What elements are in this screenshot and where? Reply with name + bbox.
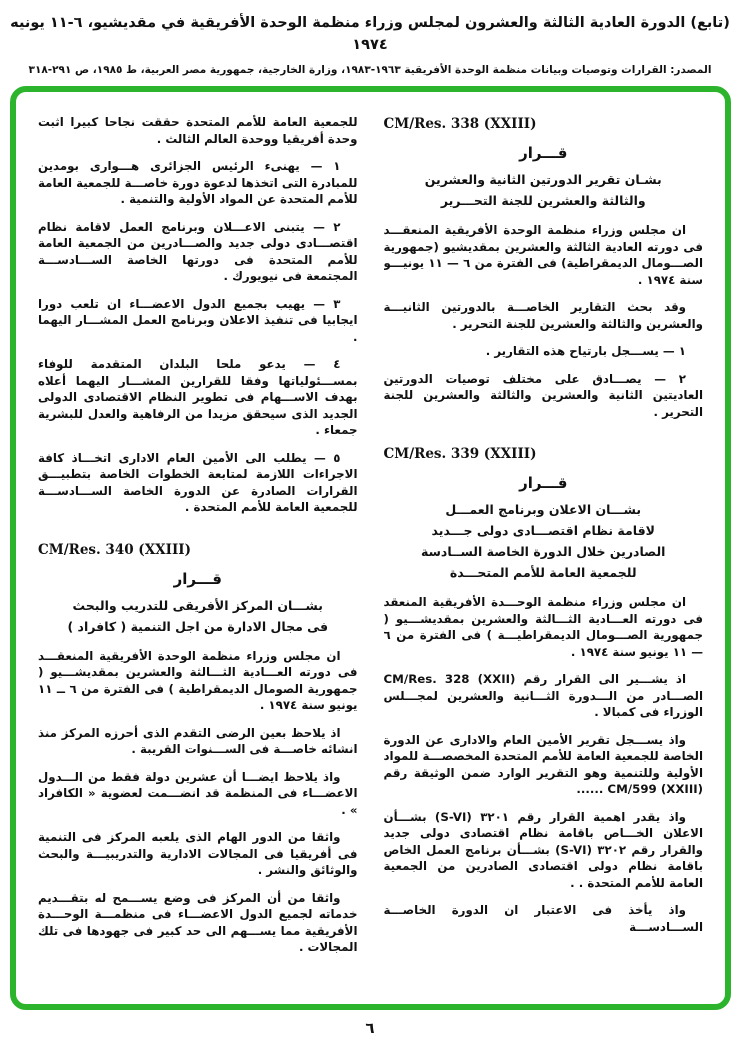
- paragraph: اذ يشـــير الى القرار رقم CM/Res. 328 (XXII) الصـــادر من الـــدورة الثـــانية والعشرين لمجـــلس الوزراء فى كمبالا .: [383, 672, 703, 719]
- subtitle-line: فى مجال الادارة من اجل التنمية ( كافراد ): [67, 618, 329, 634]
- header-source-line: المصدر: القرارات وتوصيات وبيانات منظمة الوحدة الأفريقية ١٩٦٣-١٩٨٣، وزارة الخارجية، جمهورية مصر العربية، ط ١٩٨٥، ص ٢٩١-٣١٨: [28, 64, 712, 76]
- paragraph: ان مجلس وزراء منظمة الوحدة الأفريقية المنعقـــد فى دورته العادية الثالثة والعشرين بمقديشيو (جمهورية الصـــومال الديمقراطية) فى الفترة من ٦ — ١١ يونيـــو سنة ١٩٧٤ .: [383, 223, 703, 287]
- subtitle-line: الصادرين خلال الدورة الخاصة الســادسة: [421, 544, 666, 559]
- resolution-338-title: قـــرار: [519, 144, 568, 162]
- resolution-ref-340: CM/Res. 340 (XXIII): [38, 541, 191, 558]
- paragraph: واثقا من الدور الهام الذى يلعبه المركز فى التنمية فى أفريقيا فى المجالات الادارية والتدريبيـــة والبحث والوثائق والنشر .: [38, 830, 358, 877]
- paragraph: ان مجلس وزراء منظمة الوحدة الأفريقية المنعقـــد فى دورته العـــادية الثـــالثة والعشرين بمقديشـــيو ( جمهورية الصومال الديمقراطية ) فى الفترة من ٦ ــ ١١ يونيو سنة ١٩٧٤ .: [38, 648, 358, 712]
- numbered-clause: ٣ — يهيب بجميع الدول الاعضـــاء ان تلعب دورا ايجابيا فى تنفيذ الاعلان وبرنامج العمل المشـــار اليهما .: [38, 296, 358, 344]
- subtitle-line: بشـــان المركز الأفريقى للتدريب والبحث: [72, 597, 323, 613]
- paragraph: واذ يقدر اهمية القرار رقم ٣٢٠١ (S-VI) بشـــأن الاعلان الخـــاص باقامة نظام اقتصادى دولى جديد والقرار رقم ٣٢٠٢ (S-VI) بشـــأن برنامج العمل الخاص باقامة نظام دولى اقتصادى الصادرين من الجمعية العامة للأمم المتحدة . .: [383, 809, 703, 890]
- subtitle-line: بشـــان الاعلان وبرنامج العمـــل: [445, 502, 642, 517]
- paragraph: اذ يلاحظ بعين الرضى التقدم الذى أحرزه المركز منذ انشائه خاصـــة فى الســـنوات القريبة .: [38, 725, 358, 756]
- numbered-clause: ٥ — يطلب الى الأمين العام الادارى اتخـــاذ كافة الاجراءات اللازمة لمتابعة الخطوات الخاصة بتطبيـــق القرارات الصادرة عن الدورة الخاصة الســـادســـة للجمعية العامة للأمم المتحدة .: [38, 450, 358, 514]
- green-frame: [10, 86, 731, 1010]
- numbered-clause: ١ — يســـجل بارتياح هذه التقارير .: [485, 344, 686, 358]
- subtitle-line: والثالثة والعشرين للجنة التحـــرير: [440, 193, 646, 208]
- two-column-layout: [16, 92, 725, 1004]
- column-left: [38, 114, 358, 990]
- column-right: [384, 114, 704, 990]
- numbered-clause: ٢ — يصـــادق على مختلف توصيات الدورتين العاديتين الثانية والعشرين والثالثة والعشرين للجنة التحرير .: [383, 371, 703, 419]
- paragraph: وقد بحث التقارير الخاصـــة بالدورتين الثانيـــة والعشرين والثالثة والعشرين للجنة التحرير .: [383, 300, 703, 331]
- numbered-clause: ١ — يهنىء الرئيس الجزائرى هـــوارى بومدين للمبادرة التى اتخذها لدعوة دورة خاصـــة للجمعية العامة للأمم المتحدة عن المواد الأولية والتنمية .: [38, 159, 358, 206]
- paragraph: ان مجلس وزراء منظمة الوحـــدة الأفريقية المنعقد فى دورته العـــادية الثـــالثة والعشرين بمقديشـــيو ( جمهورية الصـــومال الديمقراطيـــة ) فى الفترة من ٦ — ١١ يونيو سنة ١٩٧٤ .: [383, 595, 703, 659]
- page-number: ٦: [365, 1019, 375, 1037]
- paragraph: واذ يأخذ فى الاعتبار ان الدورة الخاصـــة الســـادســـة: [383, 903, 703, 934]
- resolution-ref-339: CM/Res. 339 (XXIII): [383, 446, 537, 462]
- resolution-338-subtitles: [384, 170, 704, 210]
- resolution-340-title: قـــرار: [173, 569, 222, 588]
- page-header: [0, 0, 740, 78]
- page-footer: [0, 1018, 740, 1037]
- subtitle-line: للجمعية العامة للأمم المتحـــدة: [449, 565, 637, 580]
- paragraph: واذ يلاحظ ايضـــا أن عشرين دولة فقط من الـــدول الاعضـــاء فى المنظمة قد انضـــمت لعضوية « الكافراد » .: [38, 769, 358, 817]
- continuation-paragraph: للجمعية العامة للأمم المتحدة حققت نجاحا كبيرا اثبت وحدة أفريقيا ووحدة العالم الثالث .: [38, 115, 358, 146]
- numbered-clause: ٤ — يدعو ملحا البلدان المتقدمة للوفاء بمســـئولياتها وفقا للقرارين المشـــار اليهما أعلاه بهدف الاســـهام فى تطوير النظام الاقتصادى الدولى الجديد الذى سيحقق مزيدا من الرفاهية والعدل للبشرية جمعاء .: [38, 357, 358, 437]
- paragraph: واثقا من أن المركز فى وضع يســـمح له بتقـــديم خدماته لجميع الدول الاعضـــاء فى منظمـــة الوحـــدة الأفريقية مما يســـهم الى حد كبير فى جهودها فى تلك المجالات .: [38, 890, 358, 954]
- paragraph: واذ يســـجل تقرير الأمين العام والادارى عن الدورة الخاصة للجمعية العامة للأمم المتحدة المخصصـــة للمواد الأولية وللتنمية وهو التقرير الوارد ضمن الوثيقة رقم CM/599 (XXIII) ......: [383, 732, 703, 796]
- resolution-340-subtitles: [38, 596, 358, 636]
- resolution-339-title: قـــرار: [519, 474, 568, 492]
- header-session-title: (تابع) الدورة العادية الثالثة والعشرون لمجلس وزراء منظمة الوحدة الأفريقية في مقديشيو، ٦-١١ يونيه ١٩٧٤: [10, 15, 730, 53]
- subtitle-line: بشـان تقرير الدورتين الثانية والعشرين: [424, 172, 662, 187]
- resolution-339-subtitles: [384, 500, 704, 582]
- numbered-clause: ٢ — يتبنى الاعـــلان وبرنامج العمل لاقامة نظام اقتصـــادى دولى جديد والصـــادرين من الجمعية العامة للأمم المتحدة فى دورتها الخاصة الســـادســـة المجتمعة فى نيويورك .: [38, 219, 358, 283]
- resolution-ref-338: CM/Res. 338 (XXIII): [383, 116, 537, 132]
- subtitle-line: لاقامة نظام اقتصـــادى دولى جـــديد: [431, 523, 655, 538]
